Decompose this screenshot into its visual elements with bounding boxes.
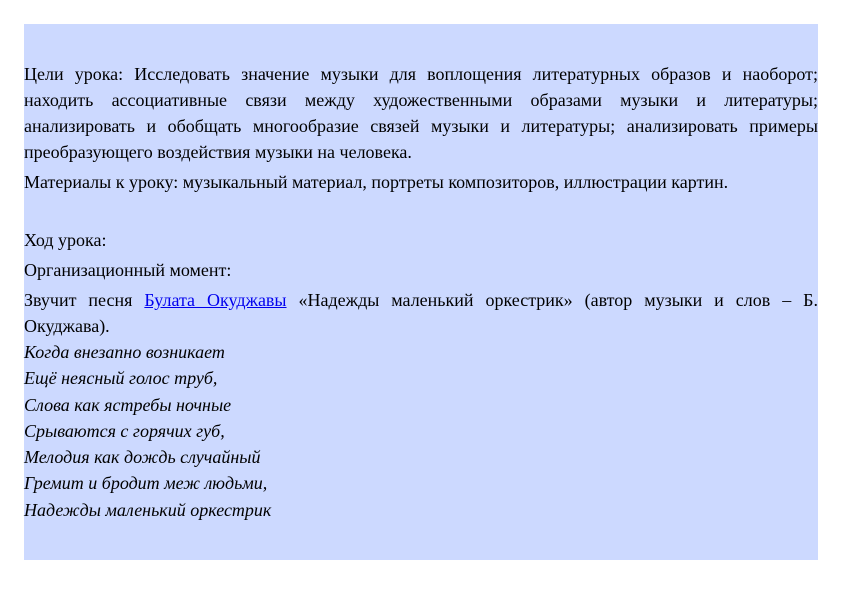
verse-line: Слова как ястребы ночные xyxy=(24,394,232,415)
lesson-materials: Материалы к уроку: музыкальный материал, портреты композиторов, иллюстрации картин. xyxy=(24,172,729,192)
verse-line: Гремит и бродит меж людьми, xyxy=(24,473,268,494)
document-body xyxy=(24,24,818,560)
okudzhava-link[interactable]: Булата Окуджавы xyxy=(144,290,287,310)
spacer xyxy=(24,195,818,227)
song-intro-start: Звучит песня xyxy=(24,290,145,310)
organizational-moment: Организационный момент: xyxy=(24,260,232,280)
song-verse xyxy=(24,339,818,523)
song-intro xyxy=(24,287,818,339)
lesson-goals: Цели урока: Исследовать значение музыки для воплощения литературных образов и наоборот; находить ассоциативные связи между художественными образами музыки и литературы; анализировать и обобщать многообразие связей музыки и литературы; анализировать примеры преобразующего воздействия музыки на человека. xyxy=(24,64,818,162)
verse-line: Когда внезапно возникает xyxy=(24,342,225,362)
verse-line: Срываются с горячих губ, xyxy=(24,420,225,441)
song-intro-end: «Надежды маленький оркестрик» (автор музыки и слов – Б. Окуджава). xyxy=(24,290,818,336)
verse-line: Мелодия как дождь случайный xyxy=(24,447,261,468)
verse-line: Ещё неясный голос труб, xyxy=(24,368,218,389)
verse-line: Надежды маленький оркестрик xyxy=(24,499,272,520)
lesson-progress-heading: Ход урока: xyxy=(24,230,107,250)
